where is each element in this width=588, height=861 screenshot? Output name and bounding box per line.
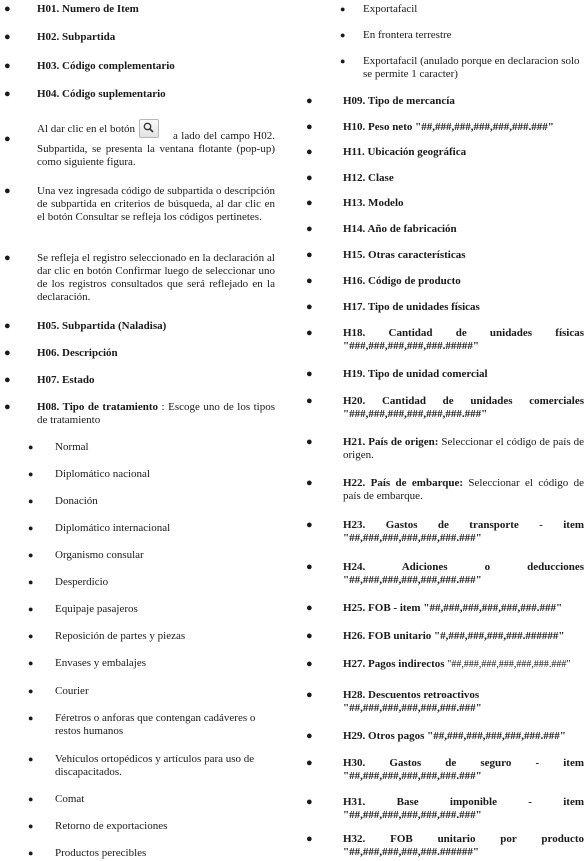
field-h19: H19. Tipo de unidad comercial <box>343 368 488 380</box>
field-h23: H23. Gastos de transporte - item "##,###,###,###,###,###.###" <box>343 519 584 544</box>
field-h08-desc: : Escoge uno de los tipos de tratamiento <box>37 401 276 426</box>
field-h08: H08. Tipo de tratamiento <box>37 401 159 413</box>
field-h22: H22. País de embarque: <box>343 477 464 489</box>
bullet-icon: ● <box>4 3 11 15</box>
field-h24: H24. Adiciones o deducciones "##,###,###,###,###,###.###" <box>343 561 584 586</box>
bullet-icon: ● <box>4 88 11 100</box>
field-h02: H02. Subpartida <box>37 31 116 43</box>
bullet-icon: ● <box>4 31 11 43</box>
treatment-label: Diplomático internacional <box>55 522 171 534</box>
bullet-icon: ● <box>4 60 11 72</box>
paragraph-text: Una vez ingresada código de subpartida o descripción de subpartida en criterios de búsqueda, al dar clic en el botón Consultar se refleja los códigos pertinetes. <box>37 185 275 223</box>
field-h29: H29. Otros pagos "##,###,###,###,###,###.###" <box>343 730 566 742</box>
field-h25: H25. FOB - item "##,###,###,###,###,###.###" <box>343 602 563 614</box>
field-h30: H30. Gastos de seguro - item "##,###,###,###,###,###.###" <box>343 757 584 782</box>
sub-item-label: Exportafacil (anulado porque en declaracion solo se permite 1 caracter) <box>363 55 580 80</box>
field-h05: H05. Subpartida (Naladisa) <box>37 320 167 332</box>
sub-item-label: Exportafacil <box>363 3 418 15</box>
field-h28: H28. Descuentos retroactivos <box>343 689 480 701</box>
field-h27: H27. Pagos indirectos <box>343 658 445 670</box>
field-h27-format: "##,###,###,###,###,###.###" <box>447 659 571 670</box>
sub-item-label: En frontera terrestre <box>363 29 452 41</box>
bullet-icon: ● <box>4 374 11 386</box>
field-h07: H07. Estado <box>37 374 95 386</box>
treatment-label: Reposición de partes y piezas <box>55 630 186 642</box>
treatment-label: Diplomático nacional <box>55 468 150 480</box>
treatment-label: Vehículos ortopédicos y artículos para uso de discapacitados. <box>55 753 255 778</box>
field-h12: H12. Clase <box>343 172 394 184</box>
field-h21: H21. País de origen: <box>343 436 439 448</box>
bullet-icon: ● <box>4 320 11 332</box>
field-h11: H11. Ubicación geográfica <box>343 146 467 158</box>
field-h20: H20. Cantidad de unidades comerciales "###,###,###,###,###,###.###" <box>343 395 584 420</box>
treatment-label: Donación <box>55 495 98 507</box>
field-h09: H09. Tipo de mercancía <box>343 95 455 107</box>
field-h14: H14. Año de fabricación <box>343 223 457 235</box>
treatment-label: Retorno de exportaciones <box>55 820 168 832</box>
field-h26: H26. FOB unitario "#,###,###,###,###.######" <box>343 630 565 642</box>
bullet-icon: ● <box>4 133 11 145</box>
treatment-label: Normal <box>55 441 89 453</box>
bullet-icon: ● <box>4 347 11 359</box>
treatment-label: Desperdicio <box>55 576 109 588</box>
field-h10: H10. Peso neto "##,###,###,###,###,###.###" <box>343 121 554 133</box>
bullet-icon: ● <box>4 401 11 413</box>
treatment-label: Organismo consular <box>55 549 144 561</box>
field-h22-desc: Seleccionar el código de país de embarque. <box>343 477 584 502</box>
field-h16: H16. Código de producto <box>343 275 461 287</box>
treatment-label: Productos perecibles <box>55 847 147 859</box>
bullet-icon: ● <box>4 252 11 264</box>
paragraph-text: Se refleja el registro seleccionado en la declaración al dar clic en botón Confirmar luego de seleccionar uno de los registros consultados que será reflejado en la declaración. <box>37 252 275 303</box>
field-h21-desc: Seleccionar el código de país de origen. <box>343 436 584 461</box>
field-h06: H06. Descripción <box>37 347 118 359</box>
field-h04: H04. Código suplementario <box>37 88 166 100</box>
paragraph-text: a lado del campo H02. Subpartida, se presenta la ventana flotante (pop-up) como siguiente figura. <box>37 130 275 168</box>
field-h17: H17. Tipo de unidades físicas <box>343 301 480 313</box>
field-h03: H03. Código complementario <box>37 60 175 72</box>
treatment-label: Féretros o anforas que contengan cadáveres o restos humanos <box>55 712 256 737</box>
treatment-label: Comat <box>55 793 85 805</box>
treatment-label: Equipaje pasajeros <box>55 603 138 615</box>
treatment-label: Envases y embalajes <box>55 657 147 669</box>
treatment-label: Courier <box>55 685 89 697</box>
field-h28-format: "##,###,###,###,###,###.###" <box>343 702 482 714</box>
field-h01: H01. Numero de Item <box>37 3 139 15</box>
bullet-icon: ● <box>4 185 11 197</box>
field-h18: H18. Cantidad de unidades físicas "###,###,###,###,###.#####" <box>343 327 584 352</box>
paragraph-text: Al dar clic en el botón <box>37 123 136 135</box>
field-h32: H32. FOB unitario por producto "##,###,###,###,###.######" <box>343 833 584 858</box>
field-h13: H13. Modelo <box>343 197 404 209</box>
field-h15: H15. Otras características <box>343 249 466 261</box>
field-h31: H31. Base imponible - item "##,###,###,###,###,###.###" <box>343 796 584 821</box>
